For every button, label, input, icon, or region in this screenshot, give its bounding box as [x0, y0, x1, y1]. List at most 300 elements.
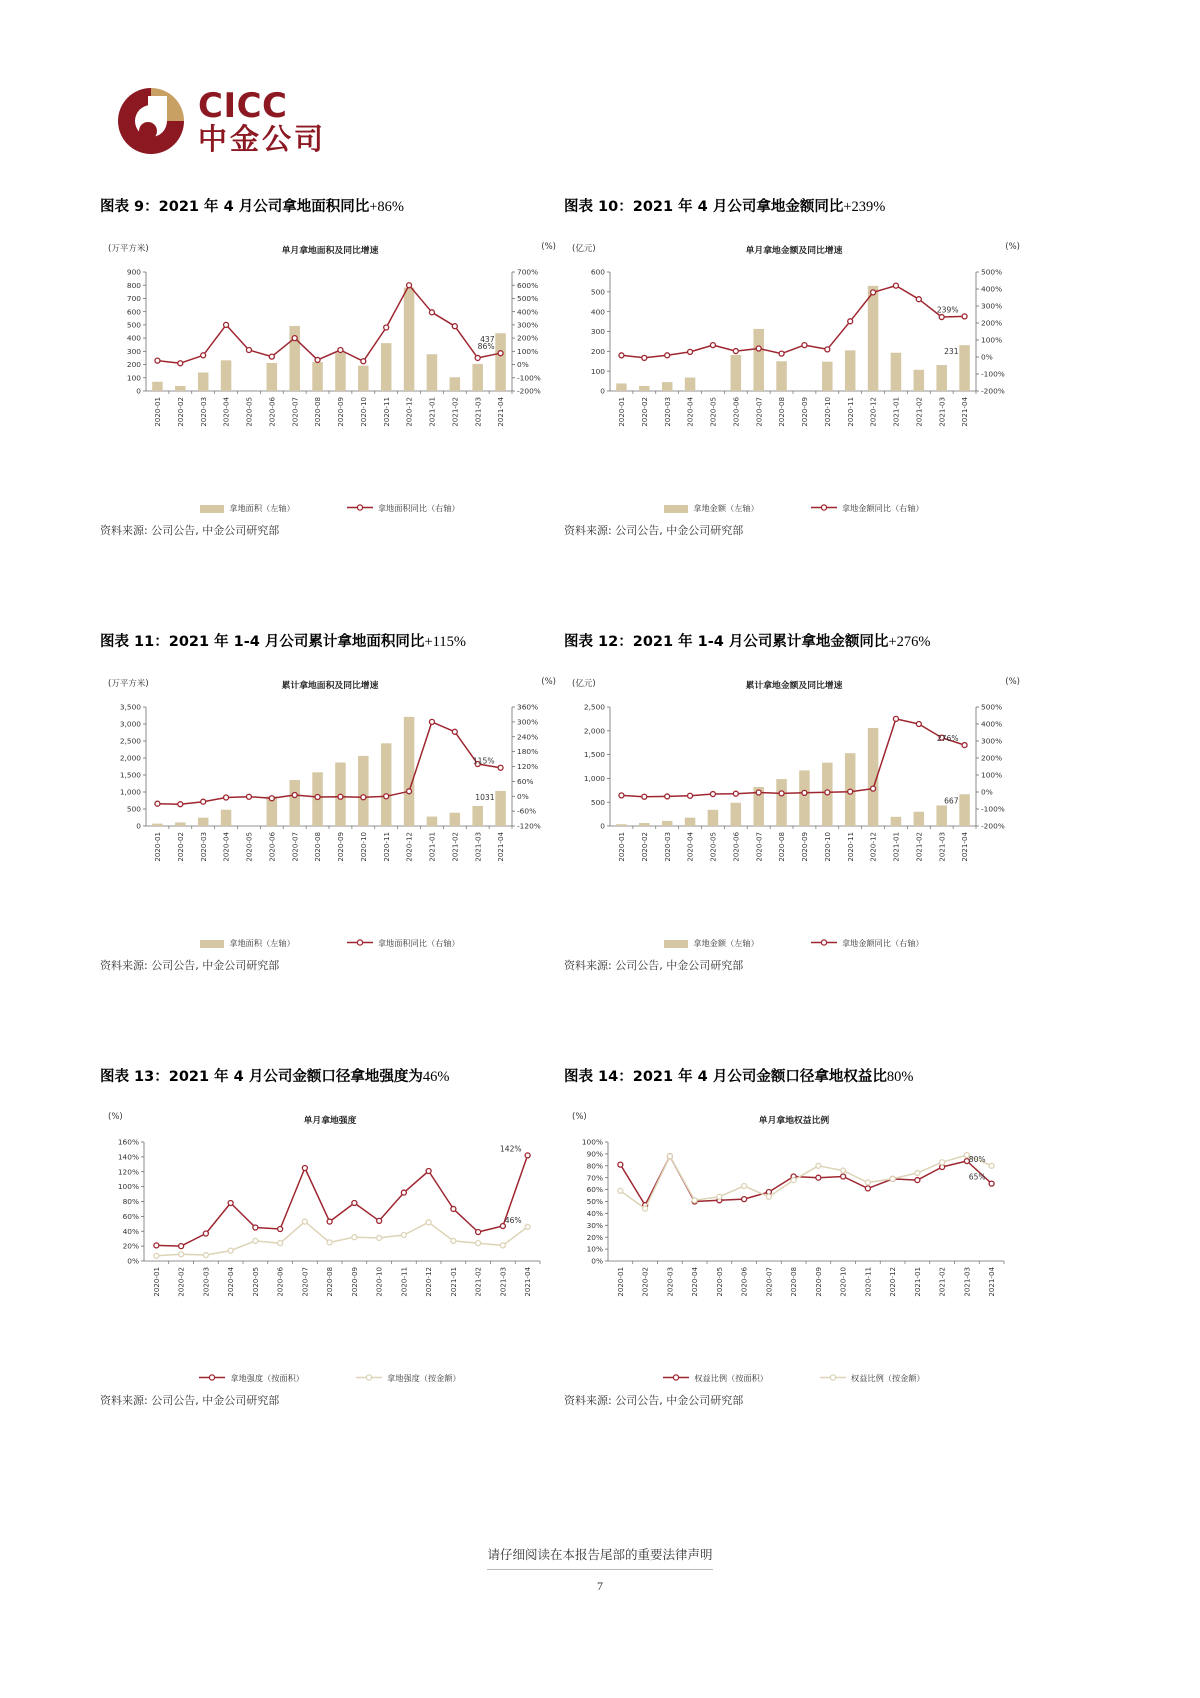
svg-text:900: 900	[126, 267, 141, 277]
exhibit-14-plot	[564, 1134, 1024, 1319]
legend-item-line	[347, 503, 460, 514]
svg-text:300%: 300%	[517, 320, 539, 330]
legend-line-swatch-icon	[820, 1373, 846, 1384]
svg-text:2020-10: 2020-10	[358, 397, 368, 427]
exhibit-11-title	[100, 630, 568, 651]
exhibit-13-title-bold: 2021 年 4 月公司金额口径拿地强度为	[168, 1069, 423, 1085]
legend-line-swatch-icon	[811, 503, 837, 514]
exhibit-12-plot	[564, 699, 1024, 884]
exhibit-11-label: 图表 11：	[100, 634, 169, 650]
svg-text:2020-03: 2020-03	[198, 397, 208, 427]
svg-text:600%: 600%	[517, 280, 539, 290]
svg-text:2020-07: 2020-07	[754, 832, 764, 862]
exhibit-grid	[0, 195, 1200, 1408]
svg-text:1,500: 1,500	[119, 770, 141, 780]
svg-text:400: 400	[126, 333, 141, 343]
svg-text:2020-06: 2020-06	[267, 397, 277, 427]
svg-text:2,000: 2,000	[119, 753, 141, 763]
svg-text:2020-03: 2020-03	[198, 832, 208, 862]
svg-text:2020-12: 2020-12	[424, 1267, 434, 1297]
svg-text:2020-11: 2020-11	[381, 832, 391, 862]
svg-text:2020-12: 2020-12	[868, 397, 878, 427]
svg-text:0%: 0%	[591, 1256, 603, 1266]
svg-text:2020-03: 2020-03	[665, 1267, 675, 1297]
svg-text:2,500: 2,500	[119, 736, 141, 746]
svg-text:2021-04: 2021-04	[960, 832, 970, 862]
svg-text:2020-05: 2020-05	[714, 1267, 724, 1297]
exhibit-11-source: 资料来源: 公司公告, 中金公司研究部	[100, 959, 280, 972]
legend-label-line: 拿地面积同比（右轴）	[377, 503, 460, 513]
svg-text:200%: 200%	[981, 318, 1003, 328]
svg-text:2020-03: 2020-03	[662, 832, 672, 862]
exhibit-10-source: 资料来源: 公司公告, 中金公司研究部	[564, 524, 744, 537]
svg-text:10%: 10%	[586, 1244, 603, 1254]
legend-item-line-amount	[820, 1373, 925, 1384]
svg-text:0: 0	[136, 386, 141, 396]
svg-text:2021-04: 2021-04	[496, 397, 506, 427]
legend-label-bar: 拿地面积（左轴）	[229, 938, 295, 948]
svg-text:2020-08: 2020-08	[313, 397, 323, 427]
exhibit-10-unit-left: (亿元)	[572, 244, 596, 254]
svg-text:-100%: -100%	[981, 804, 1005, 814]
svg-text:80%: 80%	[586, 1161, 603, 1171]
svg-text:2020-11: 2020-11	[399, 1267, 409, 1297]
svg-text:667: 667	[944, 796, 959, 806]
svg-text:0%: 0%	[127, 1256, 139, 1266]
svg-text:231: 231	[944, 347, 959, 357]
exhibit-11-plot	[100, 699, 560, 884]
svg-text:2020-05: 2020-05	[250, 1267, 260, 1297]
exhibit-12-title	[564, 630, 1032, 651]
svg-text:2020-08: 2020-08	[777, 832, 787, 862]
svg-text:2020-11: 2020-11	[863, 1267, 873, 1297]
svg-text:2020-02: 2020-02	[176, 1267, 186, 1297]
legend-label-line: 拿地金额同比（右轴）	[841, 503, 924, 513]
exhibit-10-chart-title: 单月拿地金额及同比增速	[745, 246, 843, 256]
svg-text:2,500: 2,500	[583, 702, 605, 712]
svg-text:1,000: 1,000	[119, 787, 141, 797]
svg-text:2020-11: 2020-11	[381, 397, 391, 427]
svg-text:2020-05: 2020-05	[708, 832, 718, 862]
svg-text:300%: 300%	[981, 736, 1003, 746]
exhibit-11-title-bold: 2021 年 1-4 月公司累计拿地面积同比	[168, 634, 425, 650]
svg-text:2020-05: 2020-05	[244, 397, 254, 427]
svg-text:2020-08: 2020-08	[325, 1267, 335, 1297]
svg-text:2021-02: 2021-02	[473, 1267, 483, 1297]
legend-label-line-area: 拿地强度（按面积）	[230, 1373, 304, 1383]
exhibit-11-chart-title: 累计拿地面积及同比增速	[281, 681, 379, 691]
exhibit-13-chart-title: 单月拿地强度	[303, 1116, 357, 1126]
svg-text:2020-05: 2020-05	[708, 397, 718, 427]
exhibit-14-chart	[564, 1112, 1024, 1382]
exhibit-10-legend	[564, 503, 1024, 514]
svg-text:400%: 400%	[517, 307, 539, 317]
svg-text:400: 400	[590, 307, 605, 317]
svg-text:2020-12: 2020-12	[888, 1267, 898, 1297]
legend-label-line-amount: 权益比例（按金额）	[851, 1373, 925, 1383]
exhibit-10-title-bold: 2021 年 4 月公司拿地金额同比	[632, 199, 844, 215]
svg-text:0: 0	[600, 386, 605, 396]
svg-text:437: 437	[480, 335, 495, 345]
svg-text:2020-04: 2020-04	[226, 1267, 236, 1297]
svg-text:2020-06: 2020-06	[731, 397, 741, 427]
legend-bar-swatch-icon	[200, 505, 224, 513]
svg-text:100%: 100%	[117, 1182, 139, 1192]
svg-text:2020-01: 2020-01	[615, 1267, 625, 1297]
svg-text:2020-02: 2020-02	[175, 832, 185, 862]
svg-text:46%: 46%	[504, 1215, 522, 1225]
svg-text:400%: 400%	[981, 719, 1003, 729]
exhibit-12-source: 资料来源: 公司公告, 中金公司研究部	[564, 959, 744, 972]
svg-text:0%: 0%	[981, 352, 993, 362]
svg-text:2021-01: 2021-01	[427, 397, 437, 427]
svg-text:2020-07: 2020-07	[290, 832, 300, 862]
exhibit-14-source: 资料来源: 公司公告, 中金公司研究部	[564, 1394, 744, 1407]
exhibit-13-legend	[100, 1373, 560, 1384]
svg-text:2021-03: 2021-03	[473, 832, 483, 862]
exhibit-13-plot	[100, 1134, 560, 1319]
svg-text:2020-02: 2020-02	[639, 832, 649, 862]
exhibit-11-chart	[100, 677, 560, 947]
exhibit-12-chart-title: 累计拿地金额及同比增速	[745, 681, 843, 691]
svg-text:100%: 100%	[581, 1137, 603, 1147]
svg-text:2020-11: 2020-11	[845, 397, 855, 427]
svg-text:700%: 700%	[517, 267, 539, 277]
exhibit-11	[100, 630, 568, 973]
svg-text:2020-10: 2020-10	[374, 1267, 384, 1297]
svg-text:2020-02: 2020-02	[639, 397, 649, 427]
svg-text:400%: 400%	[981, 284, 1003, 294]
svg-text:2020-07: 2020-07	[764, 1267, 774, 1297]
svg-text:3,000: 3,000	[119, 719, 141, 729]
svg-text:2020-10: 2020-10	[838, 1267, 848, 1297]
legend-item-line	[347, 938, 460, 949]
exhibit-13-source: 资料来源: 公司公告, 中金公司研究部	[100, 1394, 280, 1407]
exhibit-12	[564, 630, 1032, 973]
page-footer	[0, 1545, 1200, 1594]
svg-text:2021-02: 2021-02	[914, 832, 924, 862]
svg-text:300%: 300%	[517, 717, 539, 727]
svg-text:2020-01: 2020-01	[617, 832, 627, 862]
svg-text:700: 700	[126, 294, 141, 304]
svg-text:2020-09: 2020-09	[800, 397, 810, 427]
legend-bar-swatch-icon	[664, 505, 688, 513]
exhibit-13-title	[100, 1065, 568, 1086]
svg-text:2020-01: 2020-01	[151, 1267, 161, 1297]
svg-text:2021-01: 2021-01	[427, 832, 437, 862]
logo-text-en: CICC	[198, 85, 288, 126]
svg-text:2021-03: 2021-03	[473, 397, 483, 427]
legend-label-line-area: 权益比例（按面积）	[694, 1373, 768, 1383]
svg-text:115%: 115%	[472, 756, 495, 766]
exhibit-9-title	[100, 195, 568, 216]
svg-text:30%: 30%	[586, 1220, 603, 1230]
legend-line-swatch-icon	[356, 1373, 382, 1384]
svg-text:120%: 120%	[517, 762, 539, 772]
exhibit-9-source: 资料来源: 公司公告, 中金公司研究部	[100, 524, 280, 537]
svg-text:2021-04: 2021-04	[523, 1267, 533, 1297]
exhibit-12-unit-right: (%)	[1005, 677, 1020, 687]
svg-text:276%: 276%	[936, 734, 959, 744]
svg-text:100%: 100%	[981, 335, 1003, 345]
legend-item-line-area	[199, 1373, 304, 1384]
svg-text:2020-07: 2020-07	[300, 1267, 310, 1297]
legend-item-bar	[664, 503, 759, 514]
svg-text:160%: 160%	[117, 1137, 139, 1147]
legend-line-swatch-icon	[347, 938, 373, 949]
svg-text:2020-02: 2020-02	[640, 1267, 650, 1297]
svg-text:2020-04: 2020-04	[221, 832, 231, 862]
svg-text:2021-01: 2021-01	[912, 1267, 922, 1297]
svg-text:2020-05: 2020-05	[244, 832, 254, 862]
svg-text:2021-02: 2021-02	[914, 397, 924, 427]
svg-text:2020-12: 2020-12	[404, 832, 414, 862]
exhibit-row-1	[0, 195, 1200, 538]
svg-text:500: 500	[590, 797, 605, 807]
svg-text:80%: 80%	[968, 1154, 986, 1164]
svg-text:2021-04: 2021-04	[496, 832, 506, 862]
legend-label-line-amount: 拿地强度（按金额）	[387, 1373, 461, 1383]
svg-text:2021-02: 2021-02	[450, 397, 460, 427]
svg-text:20%: 20%	[122, 1241, 139, 1251]
svg-text:2020-12: 2020-12	[868, 832, 878, 862]
svg-text:140%: 140%	[117, 1152, 139, 1162]
exhibit-9-unit-right: (%)	[541, 242, 556, 252]
svg-text:100: 100	[126, 373, 141, 383]
svg-text:200%: 200%	[517, 333, 539, 343]
svg-text:2020-01: 2020-01	[153, 397, 163, 427]
svg-text:2020-01: 2020-01	[153, 832, 163, 862]
exhibit-11-legend	[100, 938, 560, 949]
svg-text:20%: 20%	[586, 1232, 603, 1242]
exhibit-14-chart-title: 单月拿地权益比例	[758, 1116, 830, 1126]
exhibit-10-title-tail: +239%	[843, 199, 886, 215]
svg-text:2021-03: 2021-03	[937, 832, 947, 862]
svg-text:300: 300	[126, 346, 141, 356]
svg-text:60%: 60%	[517, 776, 534, 786]
svg-text:2020-03: 2020-03	[662, 397, 672, 427]
exhibit-10-plot	[564, 264, 1024, 449]
svg-text:2021-01: 2021-01	[891, 832, 901, 862]
svg-text:-200%: -200%	[981, 386, 1005, 396]
svg-text:2020-09: 2020-09	[336, 397, 346, 427]
svg-text:40%: 40%	[586, 1209, 603, 1218]
svg-text:2020-12: 2020-12	[404, 397, 414, 427]
exhibit-14-unit-left: (%)	[572, 1112, 587, 1122]
svg-text:1,500: 1,500	[583, 750, 605, 760]
svg-text:2020-03: 2020-03	[201, 1267, 211, 1297]
legend-item-bar	[200, 938, 295, 949]
svg-text:65%: 65%	[968, 1172, 986, 1182]
exhibit-9-title-tail: +86%	[369, 199, 404, 215]
exhibit-12-label: 图表 12：	[564, 634, 633, 650]
svg-text:1,000: 1,000	[583, 774, 605, 783]
svg-text:600: 600	[126, 307, 141, 317]
footer-page-number: 7	[597, 1579, 603, 1593]
svg-text:100%: 100%	[517, 346, 539, 356]
svg-text:2021-01: 2021-01	[891, 397, 901, 427]
legend-line-swatch-icon	[811, 938, 837, 949]
svg-text:2020-06: 2020-06	[739, 1267, 749, 1297]
exhibit-11-unit-right: (%)	[541, 677, 556, 687]
svg-text:0%: 0%	[517, 360, 529, 370]
svg-text:2020-08: 2020-08	[313, 832, 323, 862]
legend-line-swatch-icon	[663, 1373, 689, 1384]
legend-label-bar: 拿地金额（左轴）	[693, 938, 759, 948]
exhibit-row-3	[0, 1065, 1200, 1408]
exhibit-9-legend	[100, 503, 560, 514]
legend-label-line: 拿地金额同比（右轴）	[841, 938, 924, 948]
svg-text:2020-04: 2020-04	[685, 832, 695, 862]
svg-text:2020-01: 2020-01	[617, 397, 627, 427]
svg-text:2020-06: 2020-06	[275, 1267, 285, 1297]
exhibit-9-chart-title: 单月拿地面积及同比增速	[281, 246, 379, 256]
svg-text:500: 500	[590, 287, 605, 297]
svg-text:500: 500	[126, 804, 141, 814]
exhibit-9	[100, 195, 568, 538]
svg-text:800: 800	[126, 280, 141, 290]
svg-text:90%: 90%	[586, 1149, 603, 1159]
exhibit-13-title-tail: 46%	[422, 1069, 450, 1085]
svg-text:2021-02: 2021-02	[937, 1267, 947, 1297]
svg-text:40%: 40%	[122, 1226, 139, 1236]
legend-item-bar	[664, 938, 759, 949]
legend-label-bar: 拿地金额（左轴）	[693, 503, 759, 513]
svg-text:-100%: -100%	[517, 373, 541, 383]
exhibit-9-chart	[100, 242, 560, 512]
svg-text:3,500: 3,500	[119, 702, 141, 712]
svg-text:2020-09: 2020-09	[349, 1267, 359, 1297]
exhibit-14-title-tail: 80%	[886, 1069, 914, 1085]
svg-text:50%: 50%	[586, 1197, 603, 1207]
svg-text:-200%: -200%	[981, 821, 1005, 831]
exhibit-13	[100, 1065, 568, 1408]
exhibit-11-title-tail: +115%	[424, 634, 466, 650]
exhibit-14-label: 图表 14：	[564, 1069, 633, 1085]
svg-text:2020-04: 2020-04	[690, 1267, 700, 1297]
svg-text:2020-09: 2020-09	[800, 832, 810, 862]
svg-text:2020-02: 2020-02	[175, 397, 185, 427]
svg-text:2020-06: 2020-06	[731, 832, 741, 862]
exhibit-10-chart	[564, 242, 1024, 512]
exhibit-12-title-bold: 2021 年 1-4 月公司累计拿地金额同比	[632, 634, 889, 650]
svg-text:2020-08: 2020-08	[789, 1267, 799, 1297]
exhibit-9-title-bold: 2021 年 4 月公司拿地面积同比	[158, 199, 370, 215]
legend-item-bar	[200, 503, 295, 514]
exhibit-row-2	[0, 630, 1200, 973]
svg-text:60%: 60%	[586, 1185, 603, 1195]
logo-text-cn: 中金公司	[198, 121, 327, 156]
svg-text:120%: 120%	[117, 1167, 139, 1177]
svg-text:-200%: -200%	[517, 386, 541, 396]
svg-text:2,000: 2,000	[583, 726, 605, 736]
svg-text:2021-03: 2021-03	[962, 1267, 972, 1297]
svg-text:600: 600	[590, 267, 605, 277]
exhibit-10-label: 图表 10：	[564, 199, 633, 215]
svg-text:0%: 0%	[981, 787, 993, 797]
exhibit-9-label: 图表 9：	[100, 199, 159, 215]
legend-label-line: 拿地面积同比（右轴）	[377, 938, 460, 948]
legend-item-line-area	[663, 1373, 768, 1384]
exhibit-14-title-bold: 2021 年 4 月公司金额口径拿地权益比	[632, 1069, 887, 1085]
cicc-logo-mark-icon	[118, 88, 184, 154]
legend-label-bar: 拿地面积（左轴）	[229, 503, 295, 513]
svg-text:1031: 1031	[475, 792, 495, 802]
svg-text:0: 0	[600, 821, 605, 831]
svg-text:200%: 200%	[981, 753, 1003, 763]
exhibit-12-unit-left: (亿元)	[572, 679, 596, 689]
exhibit-13-chart	[100, 1112, 560, 1382]
exhibit-13-unit-left: (%)	[108, 1112, 123, 1122]
svg-text:2021-03: 2021-03	[937, 397, 947, 427]
legend-bar-swatch-icon	[664, 940, 688, 948]
svg-text:500: 500	[126, 320, 141, 330]
svg-text:239%: 239%	[936, 305, 959, 315]
cicc-logo	[118, 85, 327, 156]
svg-text:2021-01: 2021-01	[448, 1267, 458, 1297]
svg-text:2020-06: 2020-06	[267, 832, 277, 862]
svg-text:500%: 500%	[981, 702, 1003, 712]
svg-text:80%: 80%	[122, 1197, 139, 1207]
svg-text:2020-04: 2020-04	[685, 397, 695, 427]
exhibit-11-unit-left: (万平方米)	[108, 679, 149, 689]
exhibit-14-title	[564, 1065, 1032, 1086]
svg-text:70%: 70%	[586, 1173, 603, 1183]
svg-text:500%: 500%	[981, 267, 1003, 277]
exhibit-14	[564, 1065, 1032, 1408]
svg-text:240%: 240%	[517, 732, 539, 742]
svg-text:-120%: -120%	[517, 821, 541, 831]
svg-text:142%: 142%	[499, 1144, 522, 1154]
svg-text:2020-09: 2020-09	[336, 832, 346, 862]
exhibit-12-legend	[564, 938, 1024, 949]
svg-text:500%: 500%	[517, 294, 539, 304]
svg-text:2021-03: 2021-03	[498, 1267, 508, 1297]
svg-text:300: 300	[590, 327, 605, 337]
svg-text:300%: 300%	[981, 301, 1003, 311]
svg-text:2020-04: 2020-04	[221, 397, 231, 427]
exhibit-12-title-tail: +276%	[888, 634, 931, 650]
svg-text:2021-02: 2021-02	[450, 832, 460, 862]
svg-text:-60%: -60%	[517, 806, 537, 816]
svg-text:2020-07: 2020-07	[290, 397, 300, 427]
svg-text:2020-09: 2020-09	[813, 1267, 823, 1297]
legend-item-line	[811, 938, 924, 949]
exhibit-10	[564, 195, 1032, 538]
svg-text:0%: 0%	[517, 791, 529, 801]
legend-item-line	[811, 503, 924, 514]
legend-line-swatch-icon	[347, 503, 373, 514]
svg-text:2020-10: 2020-10	[358, 832, 368, 862]
exhibit-10-unit-right: (%)	[1005, 242, 1020, 252]
svg-text:200: 200	[126, 360, 141, 370]
footer-legal-note: 请仔细阅读在本报告尾部的重要法律声明	[487, 1545, 712, 1570]
svg-text:100%: 100%	[981, 770, 1003, 780]
exhibit-13-label: 图表 13：	[100, 1069, 169, 1085]
exhibit-9-plot	[100, 264, 560, 449]
legend-item-line-amount	[356, 1373, 461, 1384]
svg-text:0: 0	[136, 821, 141, 831]
svg-text:2020-08: 2020-08	[777, 397, 787, 427]
svg-text:100: 100	[590, 366, 605, 376]
exhibit-10-title	[564, 195, 1032, 216]
svg-text:86%: 86%	[477, 342, 495, 352]
svg-text:180%: 180%	[517, 747, 539, 757]
svg-text:360%: 360%	[517, 702, 539, 712]
svg-text:2020-11: 2020-11	[845, 832, 855, 862]
svg-text:-100%: -100%	[981, 369, 1005, 379]
exhibit-9-unit-left: (万平方米)	[108, 244, 149, 254]
